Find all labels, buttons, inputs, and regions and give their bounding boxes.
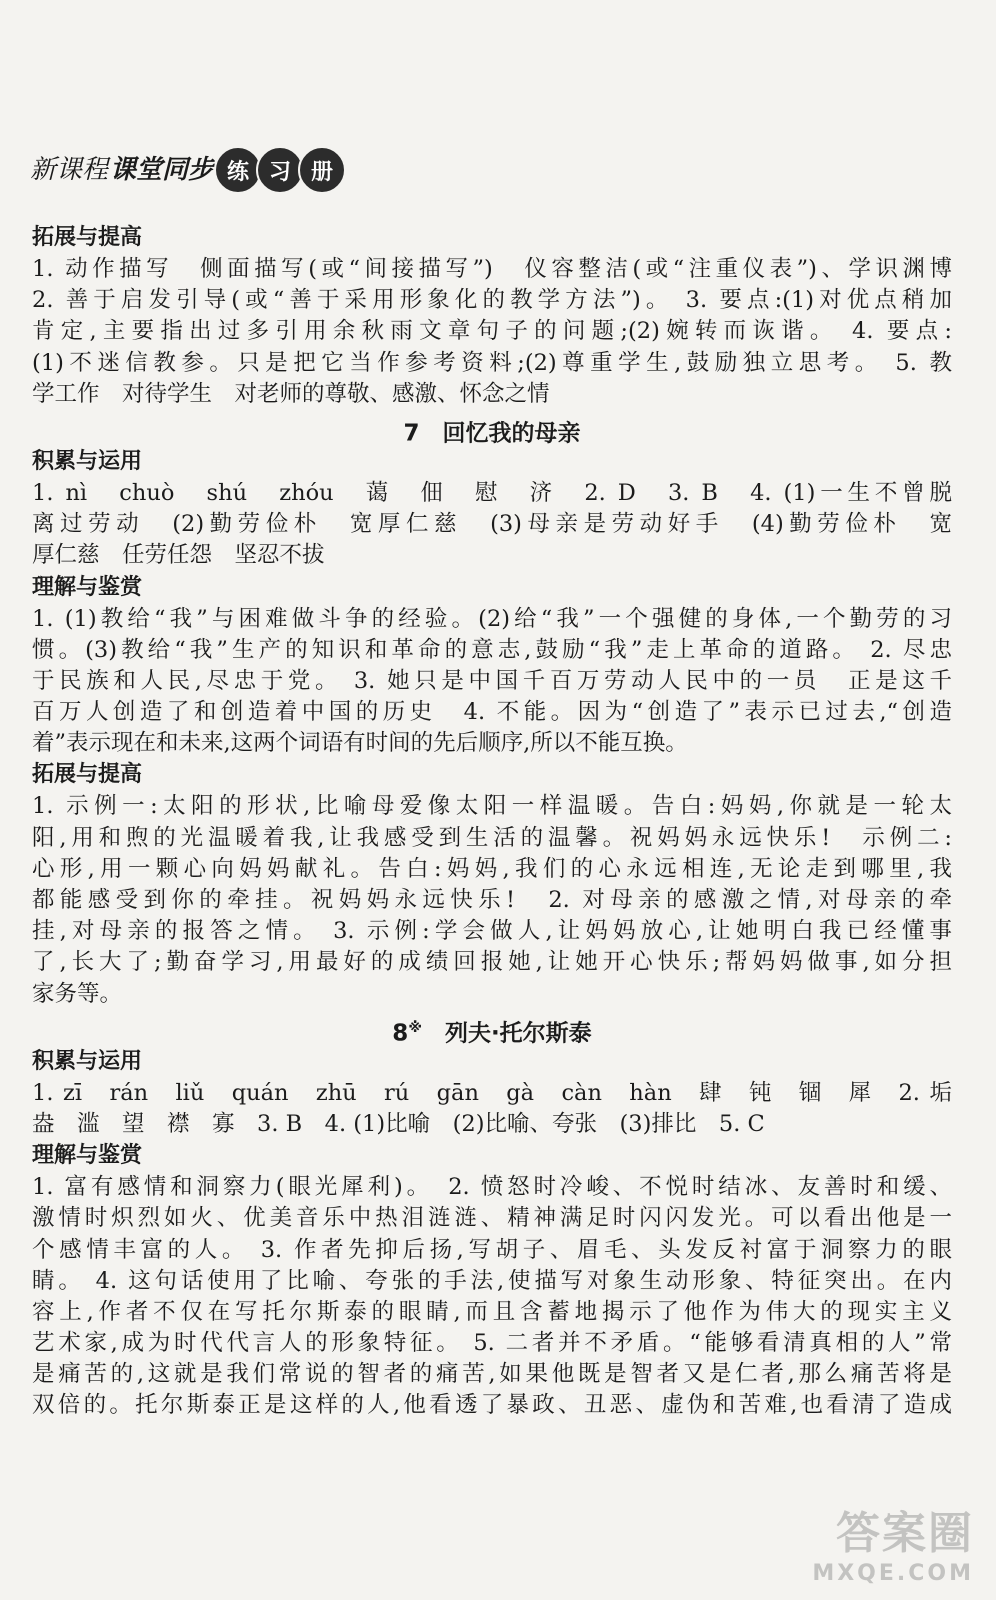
lesson-number: 8 (392, 1020, 409, 1047)
brand-title-part2: 课堂同步 (110, 155, 215, 185)
lesson-mark: ※ (408, 1019, 422, 1036)
answer-line: 艺术家,成为时代代言人的形象特征。 5. 二者并不矛盾。“能够看清真相的人”常 (32, 1330, 952, 1357)
answer-line: 容上,作者不仅在写托尔斯泰的眼睛,而且含蓄地揭示了他作为伟大的现实主义 (32, 1298, 952, 1325)
answer-line: 于民族和人民,尽忠于党。 3. 她只是中国千百万劳动人民中的一员 正是这千 (32, 667, 952, 694)
answer-line: 厚仁慈 任劳任怨 坚忍不拔 (32, 542, 325, 569)
answer-line: 惯。(3)教给“我”生产的知识和革命的意志,鼓励“我”走上革命的道路。 2. 尽忠 (32, 636, 952, 663)
watermark (812, 1497, 974, 1586)
brand-title-part1: 新课程 (30, 155, 109, 185)
lesson-title (32, 410, 952, 446)
answer-line: 都能感受到你的牵挂。祝妈妈永远快乐! 2. 对母亲的感激之情,对母亲的牵 (32, 887, 952, 913)
answer-line: 离过劳动 (2)勤劳俭朴 宽厚仁慈 (3)母亲是劳动好手 (4)勤劳俭朴 宽 (32, 511, 952, 538)
section-heading: 拓展与提高 (32, 762, 143, 788)
answer-line: 1. nì chuò shú zhóu 蔼 佃 慰 济 2. D 3. B 4. (1)一生不曾脱 (32, 479, 952, 506)
answer-line: 双倍的。托尔斯泰正是这样的人,他看透了暴政、丑恶、虚伪和苦难,也看清了造成 (32, 1392, 952, 1419)
answer-line: 心形,用一颗心向妈妈献礼。告白:妈妈,我们的心永远相连,无论走到哪里,我 (32, 855, 952, 882)
watermark-url: MXQE.COM (812, 1561, 974, 1586)
answer-line: 是痛苦的,这就是我们常说的智者的痛苦,如果他既是智者又是仁者,那么痛苦将是 (32, 1361, 952, 1388)
answer-line: 激情时炽烈如火、优美音乐中热泪涟涟、精神满足时闪闪发光。可以看出他是一 (32, 1205, 952, 1232)
answer-line: 学工作 对待学生 对老师的尊敬、感激、怀念之情 (32, 380, 550, 407)
brand-bubble: 练 (214, 146, 262, 194)
answer-line: 着”表示现在和未来,这两个词语有时间的先后顺序,所以不能互换。 (32, 730, 688, 757)
answer-line: 1. zī rán liǔ quán zhū rú gān gà càn hàn 肆 钝 锢 犀 2. 垢 (32, 1079, 952, 1106)
answer-line: 1. 示例一:太阳的形状,比喻母爱像太阳一样温暖。告白:妈妈,你就是一轮太 (32, 793, 952, 820)
section-heading: 积累与运用 (32, 1048, 143, 1074)
section-heading: 拓展与提高 (32, 225, 143, 250)
brand-bubbles (220, 146, 346, 194)
answer-line: 家务等。 (32, 980, 123, 1007)
section-heading: 积累与运用 (32, 448, 143, 474)
answer-content (32, 222, 952, 1422)
watermark-logo: 答案圈 (836, 1508, 974, 1559)
answer-line: 个感情丰富的人。 3. 作者先抑后扬,写胡子、眉毛、头发反衬富于洞察力的眼 (32, 1236, 952, 1263)
answer-line: (1)不迷信教参。只是把它当作参考资料;(2)尊重学生,鼓励独立思考。 5. 教 (32, 349, 952, 376)
book-header (30, 148, 346, 192)
answer-line: 1. 动作描写 侧面描写(或“间接描写”) 仪容整洁(或“注重仪表”)、学识渊博 (32, 256, 952, 282)
answer-line: 1. 富有感情和洞察力(眼光犀利)。 2. 愤怒时冷峻、不悦时结冰、友善时和缓、 (32, 1174, 952, 1201)
answer-line: 了,长大了;勤奋学习,用最好的成绩回报她,让她开心快乐;帮妈妈做事,如分担 (32, 949, 952, 976)
answer-line: 肯定,主要指出过多引用余秋雨文章句子的问题;(2)婉转而诙谐。 4. 要点: (32, 318, 952, 345)
lesson-title (32, 1010, 952, 1046)
answer-line: 盎 滥 望 襟 寡 3. B 4. (1)比喻 (2)比喻、夸张 (3)排比 5. C (32, 1110, 765, 1137)
brand-bubble: 习 (256, 146, 304, 194)
answer-line: 百万人创造了和创造着中国的历史 4. 不能。因为“创造了”表示已过去,“创造 (32, 699, 952, 726)
section-heading: 理解与鉴赏 (32, 1143, 143, 1169)
lesson-title-text: 列夫·托尔斯泰 (444, 1020, 592, 1047)
section-heading: 理解与鉴赏 (32, 574, 143, 600)
lesson-number: 7 (403, 420, 420, 447)
answer-line: 阳,用和煦的光温暖着我,让我感受到生活的温馨。祝妈妈永远快乐! 示例二: (32, 824, 952, 851)
answer-line: 睛。 4. 这句话使用了比喻、夸张的手法,使描写对象生动形象、特征突出。在内 (32, 1267, 952, 1294)
answer-line: 挂,对母亲的报答之情。 3. 示例:学会做人,让妈妈放心,让她明白我已经懂事 (32, 918, 952, 945)
lesson-title-text: 回忆我的母亲 (442, 420, 581, 447)
answer-line: 1. (1)教给“我”与困难做斗争的经验。(2)给“我”一个强健的身体,一个勤劳的习 (32, 605, 952, 632)
brand-bubble: 册 (298, 146, 346, 194)
answer-line: 2. 善于启发引导(或“善于采用形象化的教学方法”)。 3. 要点:(1)对优点稍加 (32, 287, 952, 314)
